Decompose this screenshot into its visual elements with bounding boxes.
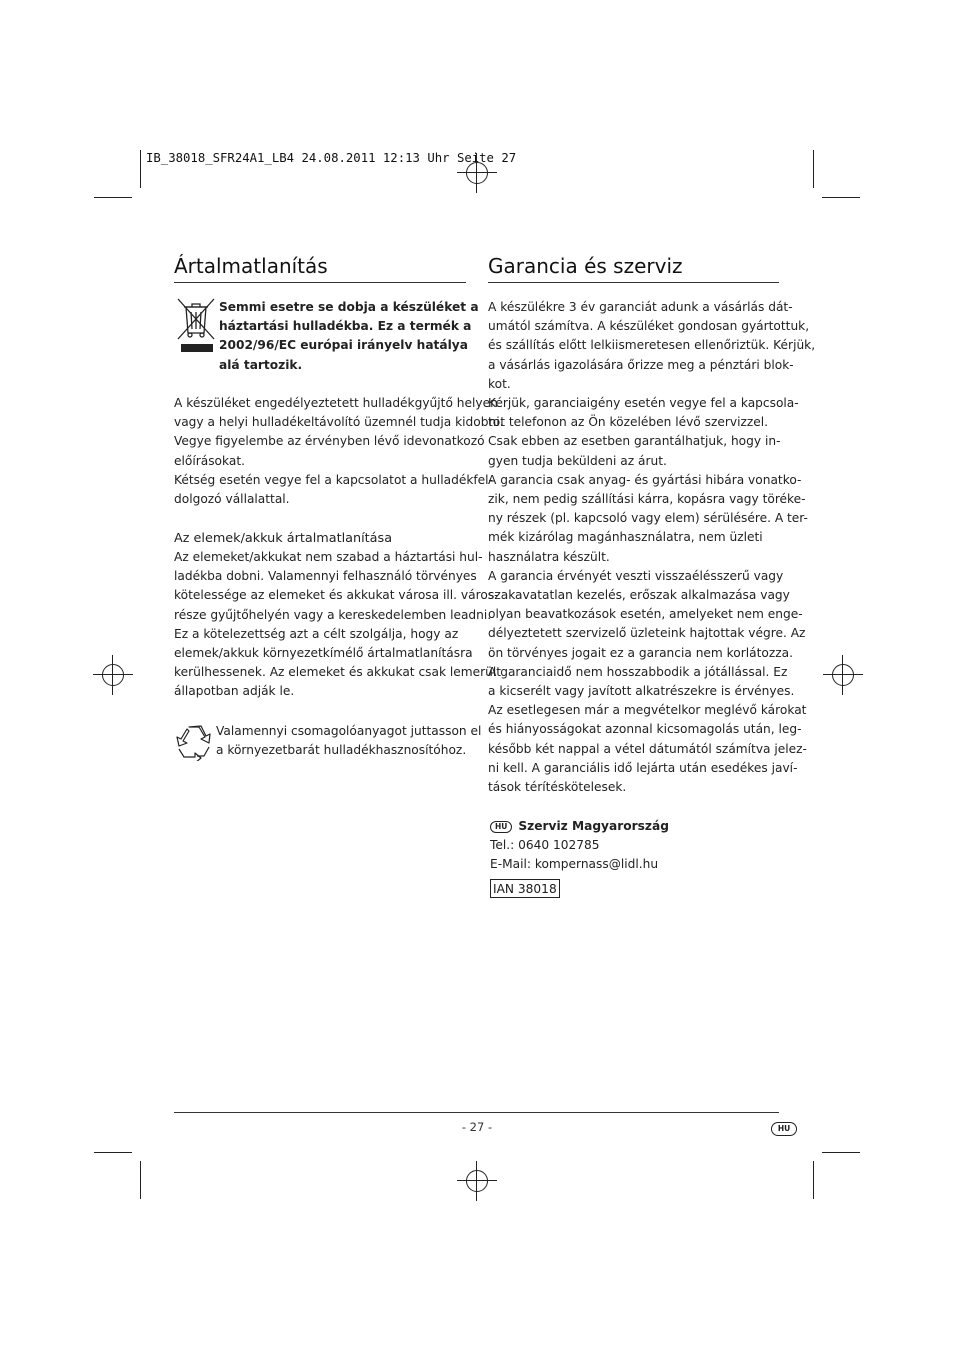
crop-mark	[813, 150, 814, 188]
registration-mark-icon	[823, 655, 863, 695]
battery-paragraph: Az elemeket/akkukat nem szabad a háztartási hul- ladékba dobni. Valamennyi felhasználó törvényes kötelessége az elemeket és akkukat városa ill. város- része gyűjtőhelyén vagy a kereskedelemben leadni. Ez a kötelezettség azt a célt szolgálja, hogy az elemek/akkuk környezetkímélő ártalmatlanításra kerülhessenek. Az elemeket és akkukat csak lemerült állapotban adják le.	[174, 550, 502, 699]
title-rule	[488, 282, 779, 283]
disposal-warning: Semmi esetre se dobja a készüléket a háztartási hulladékba. Ez a termék a 2002/96/EC európai irányelv hatálya alá tartozik.	[219, 300, 479, 372]
crop-mark	[140, 1161, 141, 1199]
service-phone: Tel.: 0640 102785	[490, 838, 600, 853]
crop-mark	[822, 1152, 860, 1153]
registration-mark-icon	[457, 1161, 497, 1201]
battery-subheading: Az elemek/akkuk ártalmatlanítása	[174, 531, 393, 546]
crop-mark	[822, 197, 860, 198]
crop-mark	[813, 1161, 814, 1199]
service-contact	[490, 817, 669, 875]
ian-box: IAN 38018	[490, 879, 560, 898]
crop-mark	[94, 1152, 132, 1153]
crop-mark	[94, 197, 132, 198]
page-number: - 27 -	[461, 1120, 493, 1134]
crop-mark	[140, 150, 141, 188]
footer-rule	[174, 1112, 779, 1113]
warranty-text: A készülékre 3 év garanciát adunk a vásárlás dát- umától számítva. A készüléket gondosan gyártottuk, és szállítás előtt lelkiismeretesen ellenőriztük. Kérjük, a vásárlás igazolására őrizze meg a pénztári blok- kot. Kérjük, garanciaigény esetén vegye fel a kapcsola- tot telefonon az Ön közelében lévő szervizzel. Csak ebben az esetben garantálhatjuk, hogy in- gyen tudja beküldeni az árut. A garancia csak anyag- és gyártási hibára vonatko- zik, nem pedig szállítási kárra, kopásra vagy töréke- ny részek (pl. kapcsoló vagy elem) sérülésére. A ter- mék kizárólag magánhasználatra, nem üzleti használatra készült. A garancia érvényét veszti visszaélésszerű vagy szakavatatlan kezelés, erőszak alkalmazása vagy olyan beavatkozások esetén, amelyeket nem enge- délyeztetett szervizelő üzleteink hajtottak végre. Az ön törvényes jogait ez a garancia nem korlátozza. A garanciaidő nem hosszabbodik a jótállással. Ez a kicserélt vagy javított alkatrészekre is érvényes. Az esetlegesen már a megvételkor meglévő károkat és hiányosságokat azonnal kicsomagolás után, leg- később két nappal a vétel dátumától számítva jelez- ni kell. A garanciális idő lejárta után esedékes javí- tások térítéskötelesek.	[488, 300, 816, 795]
title-rule	[174, 282, 466, 283]
crossed-out-wheelie-bin-icon	[177, 298, 215, 354]
print-slug: IB_38018_SFR24A1_LB4 24.08.2011 12:13 Uhr Seite 27	[146, 151, 517, 165]
recycling-note: Valamennyi csomagolóanyagot juttasson el a környezetbarát hulladékhasznosítóhoz.	[216, 724, 482, 758]
section-title-warranty: Garancia és szerviz	[488, 254, 683, 278]
language-badge: HU	[771, 1122, 797, 1136]
country-badge: HU	[490, 821, 512, 833]
service-name: Szerviz Magyarország	[518, 819, 669, 833]
recycling-arrows-icon	[175, 723, 213, 761]
registration-mark-icon	[93, 655, 133, 695]
disposal-paragraph: A készüléket engedélyeztetett hulladékgyűjtő helyen vagy a helyi hulladékeltávolító üzemnél tudja kidobni. Vegye figyelembe az érvényben lévő idevonatkozó előírásokat. Kétség esetén vegye fel a kapcsolatot a hulladékfel- dolgozó vállalattal.	[174, 396, 504, 507]
section-title-disposal: Ártalmatlanítás	[174, 254, 328, 278]
service-email: E-Mail: kompernass@lidl.hu	[490, 857, 659, 872]
